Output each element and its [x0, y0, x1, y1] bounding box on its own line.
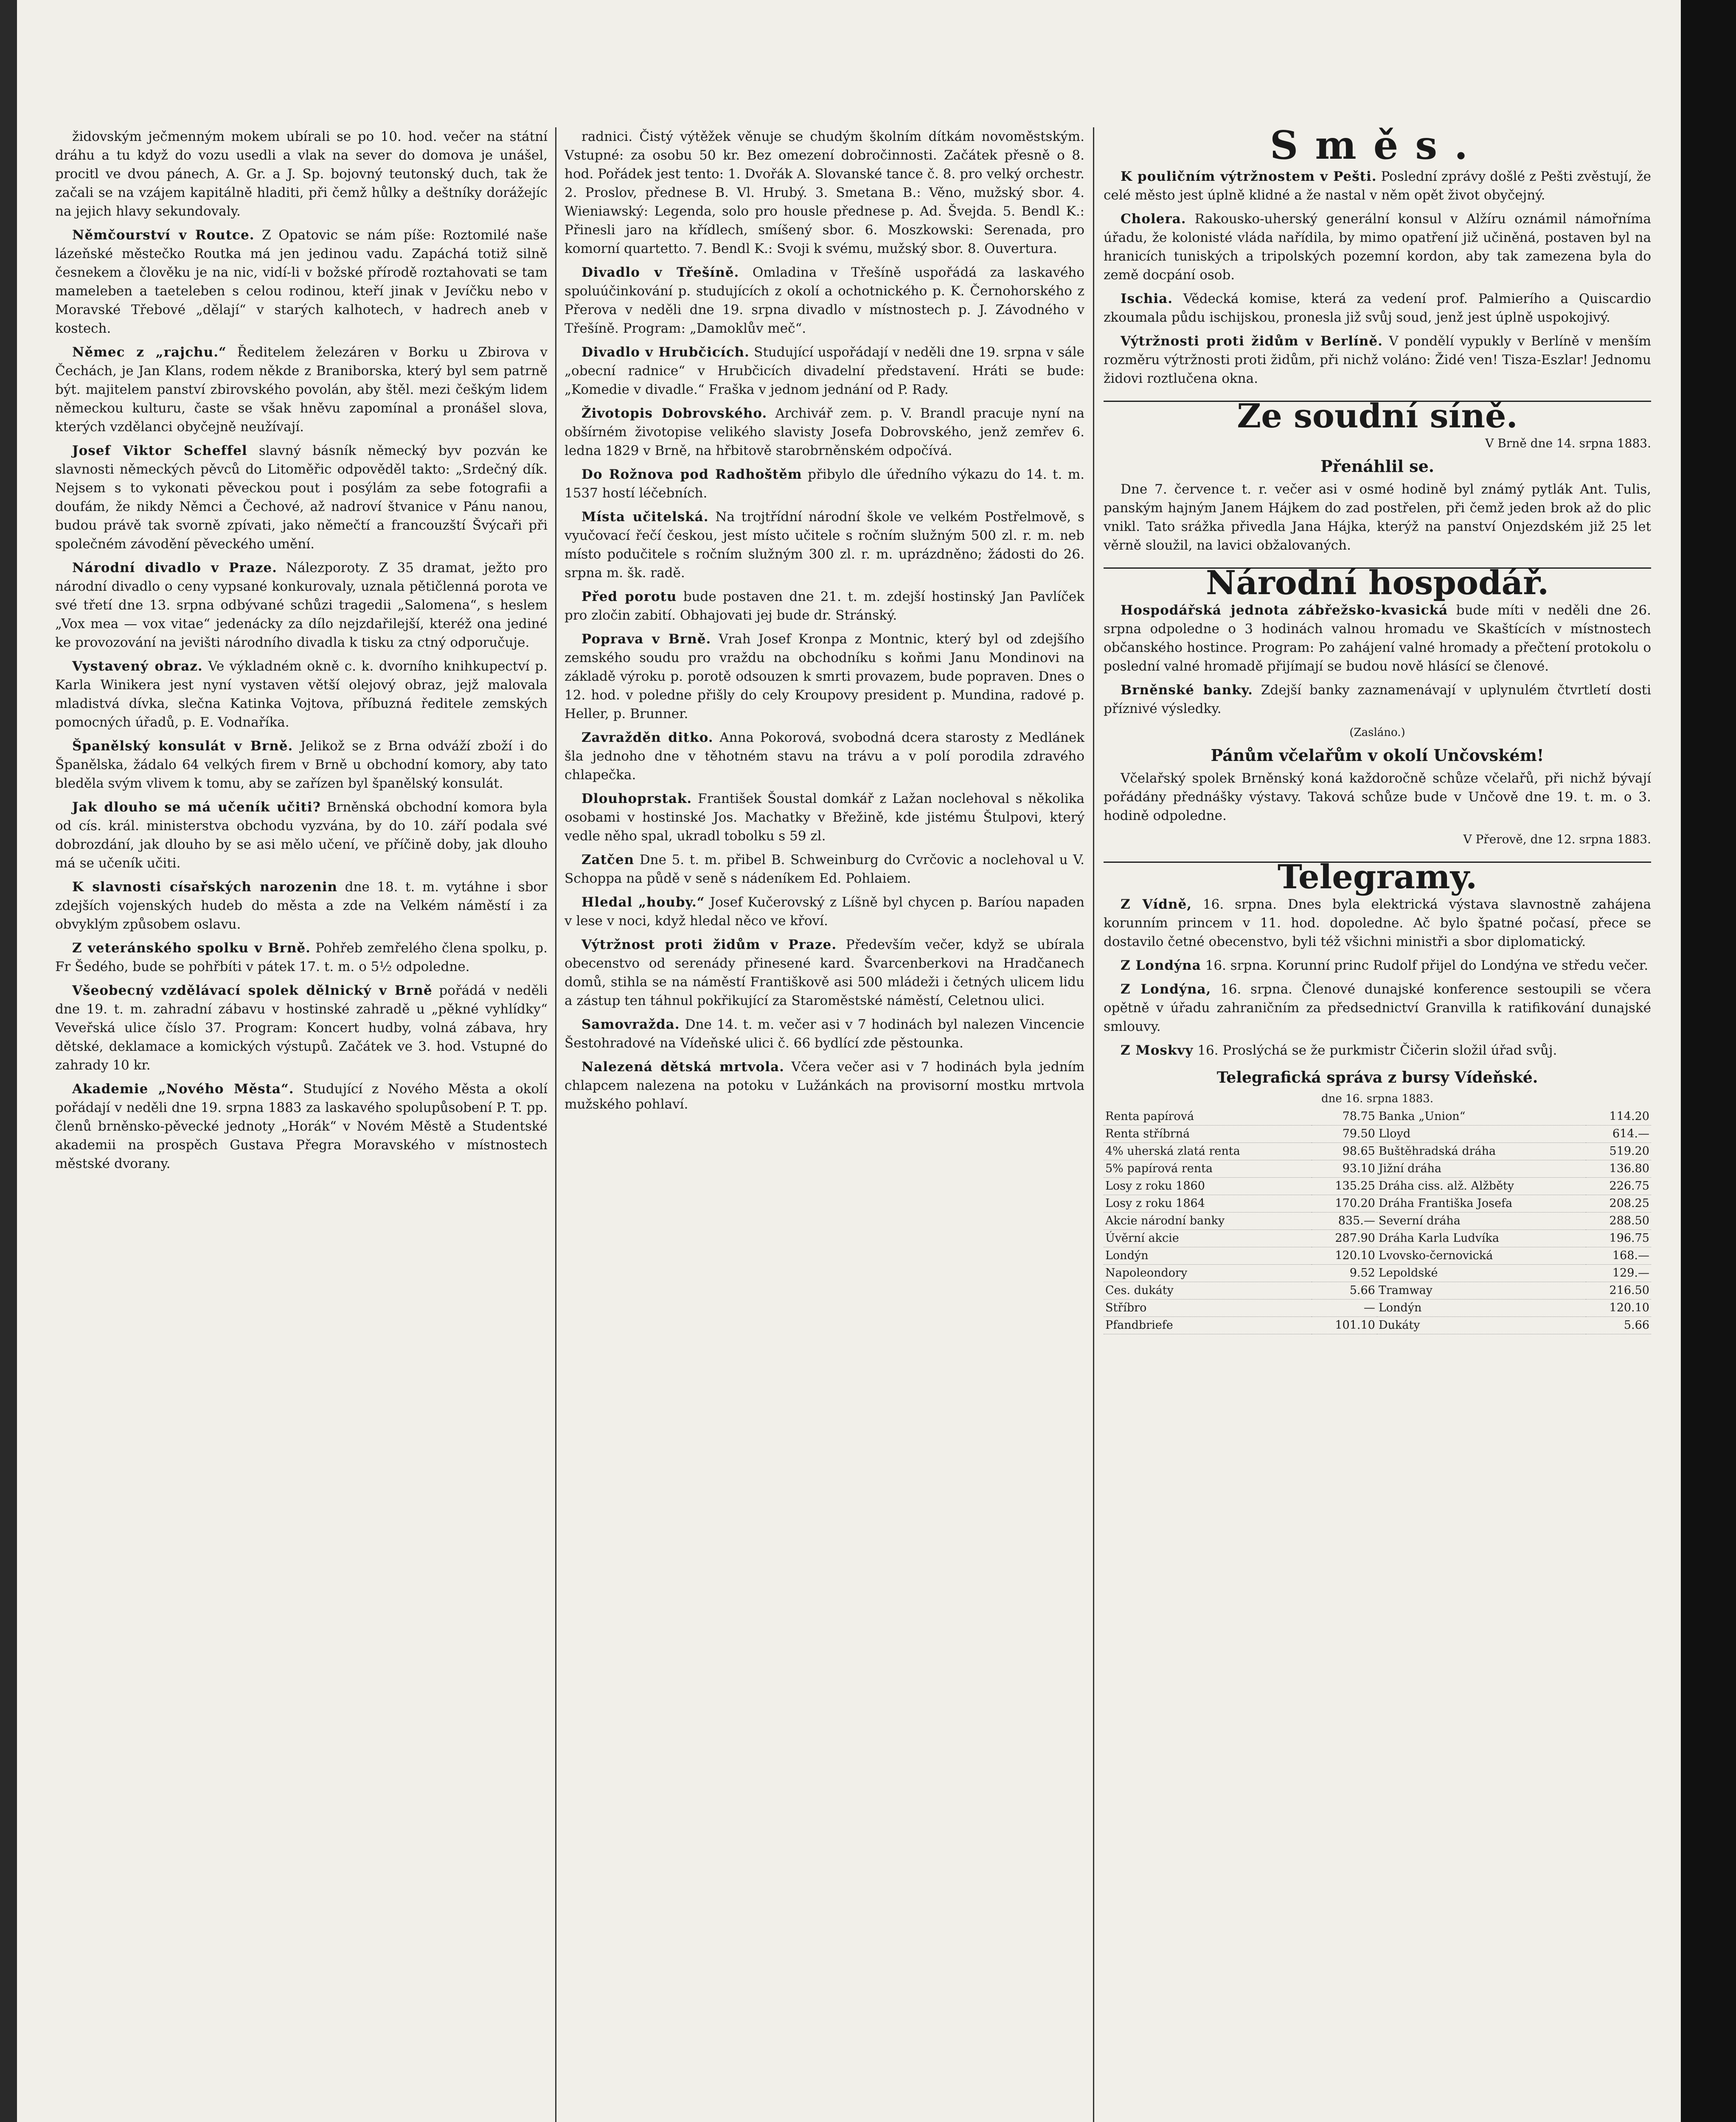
article-text: Včera večer asi v 7 hodinách byla jedním chlapcem nalezena na potoku v Lužánkách na provisorní mostku mrtvola mužského pohlaví. — [565, 1059, 1084, 1112]
article-paragraph — [1104, 210, 1651, 284]
article-heading: Divadlo v Hrubčicích. — [581, 345, 750, 360]
bourse-label: Jižní dráha — [1377, 1160, 1586, 1178]
bourse-row — [1104, 1178, 1651, 1195]
article-text: pořádá v neděli dne 19. t. m. zahradní zábavu v hostinské zahradě u „pěkné vyhlídky“ Veveřská ulice číslo 37. Program: Koncert hudby, volná zábava, hry dětské, deklamace a komických výstupů. Začátek ve 3. hod. Vstupné do zahrady 10 kr. — [55, 983, 548, 1073]
article-text: Zdejší banky zaznamenávají v uplynulém čtvrtletí dosti příznivé výsledky. — [1104, 682, 1651, 716]
article-heading: Němec z „rajchu.“ — [72, 345, 227, 360]
bourse-label: Londýn — [1104, 1247, 1312, 1265]
article-paragraph — [1104, 980, 1651, 1036]
bourse-row — [1104, 1247, 1651, 1265]
bourse-label: Napoleondory — [1104, 1265, 1312, 1282]
article-paragraph — [565, 343, 1084, 399]
article-paragraph — [1104, 681, 1651, 718]
article-heading: Před porotu — [581, 589, 677, 604]
article-paragraph — [55, 226, 548, 338]
bourse-value: 288.50 — [1586, 1213, 1651, 1230]
notice-label: (Zasláno.) — [1349, 726, 1405, 739]
article-text: Poslední zprávy došlé z Pešti zvěstují, že celé město jest úplně klidné a že nastal v něm opět život obyčejný. — [1104, 169, 1651, 203]
article-heading: Dlouhoprstak. — [581, 791, 692, 806]
bourse-row — [1104, 1282, 1651, 1300]
section-title-economy: Národní hospodář. — [1104, 567, 1651, 592]
article-paragraph — [565, 465, 1084, 502]
bourse-row — [1104, 1213, 1651, 1230]
bourse-value: — — [1312, 1300, 1377, 1317]
article-heading: Jak dlouho se má učeník učiti? — [72, 800, 321, 815]
article-text: Na trojtřídní národní škole ve velkém Postřelmově, s vyučovací řečí českou, jest místo učitele s ročním služným 500 zl. r. m. neb místo podučitele s ročním služným 300 zl. r. m. uprázdněno; žádosti do 26. srpna m. šk. radě. — [565, 509, 1085, 581]
article-text: Především večer, když se ubírala obecenstvo od serenády přinesené kard. Švarcenberkovi na Hradčanech domů, stihla se na náměstí Františkově asi 500 mládeži i četných ulicem lidu a zástup ten táhnul pokřikující za Staroměstské náměstí, Celetnou ulici. — [565, 937, 1084, 1008]
notice-sign: V Přerově, dne 12. srpna 1883. — [1463, 832, 1651, 846]
article-paragraph — [1104, 167, 1651, 205]
article-paragraph — [55, 939, 548, 976]
bourse-value: 287.90 — [1312, 1230, 1377, 1247]
bourse-value: 120.10 — [1312, 1247, 1377, 1265]
article-paragraph — [565, 508, 1084, 582]
article-paragraph — [55, 343, 548, 436]
article-heading: Národní divadlo v Praze. — [72, 560, 277, 575]
bourse-table — [1104, 1108, 1651, 1334]
notice-title: Pánům včelařům v okolí Unčovském! — [1211, 746, 1544, 765]
bourse-value: 114.20 — [1586, 1108, 1651, 1126]
notice-text: Včelařský spolek Brněnský koná každoročně schůze včelařů, při nichž bývají pořádány přednášky výstavy. Taková schůze bude v Unčově dne 19. t. m. o 3. hodině odpoledne. — [1104, 771, 1651, 823]
article-heading: Z Londýna — [1121, 958, 1201, 973]
article-paragraph — [55, 1080, 548, 1173]
article-heading: Zatčen — [581, 852, 635, 867]
bourse-value: 5.66 — [1312, 1282, 1377, 1300]
article-heading: Ischia. — [1121, 291, 1173, 306]
article-paragraph — [55, 657, 548, 732]
article-text: Ve výkladném okně c. k. dvorního knihkupectví p. Karla Winikera jest nyní vystaven větší olejový obraz, jejž malovala mladistvá dívka, slečna Katinka Vojtova, příbuzná ředitele zemských pomocných úřadů, p. E. Vodnaříka. — [55, 659, 548, 730]
article-heading: Do Rožnova pod Radhoštěm — [581, 467, 802, 482]
bourse-value: 120.10 — [1586, 1300, 1651, 1317]
article-text: 16. srpna. Členové dunajské konference sestoupili se včera opětně v úřadu zahraničním za předsednictví Granvilla k ratifikování dunajské smlouvy. — [1104, 982, 1652, 1034]
article-text: Vědecká komise, která za vedení prof. Palmierího a Quiscardio zkoumala půdu ischijskou, pronesla již svůj soud, jenž jest úplně uspokojivý. — [1104, 291, 1651, 325]
article-heading: Josef Viktor Scheffel — [72, 443, 247, 458]
article-paragraph — [55, 737, 548, 793]
bourse-value: 101.10 — [1312, 1317, 1377, 1334]
column-2 — [565, 127, 1084, 1119]
article-paragraph — [1104, 895, 1651, 951]
article-paragraph — [55, 441, 548, 553]
bourse-row — [1104, 1195, 1651, 1213]
bourse-value: 79.50 — [1312, 1126, 1377, 1143]
article-text: Dne 14. t. m. večer asi v 7 hodinách byl nalezen Vincencie Šestohradové na Vídeňské ulici č. 66 bydlící zde pěstounka. — [565, 1017, 1084, 1051]
article-paragraph — [565, 404, 1084, 460]
article-heading: Všeobecný vzdělávací spolek dělnický v Brně — [72, 983, 433, 998]
article-text: V pondělí vypukly v Berlíně v menším rozměru výtržnosti proti židům, při nichž voláno: Židé ven! Tisza-Eszlar! Jednomu židovi roztlučena okna. — [1104, 334, 1651, 386]
bourse-value: 93.10 — [1312, 1160, 1377, 1178]
bourse-label: Banka „Union“ — [1377, 1108, 1586, 1126]
article-heading: Hospodářská jednota zábřežsko-kvasická — [1121, 603, 1448, 618]
article-paragraph — [1104, 601, 1651, 676]
article-paragraph — [565, 935, 1084, 1010]
article-heading: K pouličním výtržnostem v Pešti. — [1121, 169, 1377, 184]
bourse-row — [1104, 1126, 1651, 1143]
article-text: 16. Proslýchá se že purkmistr Čičerin složil úřad svůj. — [1197, 1043, 1557, 1058]
article-text: Pohřeb zemřelého člena spolku, p. Fr Šedého, bude se pohřbíti v pátek 17. t. m. o 5½ odpoledne. — [55, 940, 548, 974]
article-text: 16. srpna. Korunní princ Rudolf přijel do Londýna ve středu večer. — [1205, 958, 1649, 973]
bourse-label: Buštěhradská dráha — [1377, 1143, 1586, 1160]
article-paragraph — [55, 798, 548, 873]
article-paragraph — [1104, 956, 1651, 975]
bourse-label: Dráha ciss. alž. Alžběty — [1377, 1178, 1586, 1195]
article-paragraph — [55, 878, 548, 934]
article-heading: Poprava v Brně. — [581, 632, 711, 647]
article-paragraph — [565, 850, 1084, 888]
section-title-smes: Směs. — [1270, 122, 1485, 168]
article-text: Archivář zem. p. V. Brandl pracuje nyní na obšírném životopise velikého slavisty Josefa Dobrovského, jenž zemřev 6. ledna 1829 v Brně, na hřbitově starobrněnském odpočívá. — [565, 406, 1085, 458]
article-paragraph — [565, 728, 1084, 784]
article-paragraph — [55, 559, 548, 652]
bourse-value: 136.80 — [1586, 1160, 1651, 1178]
article-text: Studující uspořádají v neděli dne 19. srpna v sále „obecní radnice“ v Hrubčicích divadelní představení. Hráti se bude: „Komedie v divadle.“ Fraška v jednom jednání od P. Rady. — [565, 345, 1084, 397]
article-heading: Zavražděn ditko. — [581, 730, 714, 745]
article-text: dne 18. t. m. vytáhne i sbor zdejších vojenských hudeb do města a zde na Velkém náměstí i za obvyklým způsobem oslavu. — [55, 879, 548, 932]
bourse-title: Telegrafická správa z bursy Vídeňské. — [1216, 1069, 1538, 1086]
article-text: Brněnská obchodní komora byla od cís. král. ministerstva obchodu vyzvána, by do 10. září podala své dobrozdání, jak dlouho by se asi mělo učení, ve příčině doby, jak dlouho má se učeník učiti. — [55, 800, 548, 871]
column-rule — [1093, 127, 1094, 2122]
bourse-label: Renta papírová — [1104, 1108, 1312, 1126]
article-text: Josef Kučerovský z Líšně byl chycen p. Baríou napaden v lese v noci, když hledal něco ve křoví. — [565, 895, 1084, 929]
column-3 — [1104, 122, 1652, 1334]
bourse-label: Dráha Karla Ludvíka — [1377, 1230, 1586, 1247]
article-paragraph — [55, 127, 548, 221]
bourse-row — [1104, 1265, 1651, 1282]
court-dateline: V Brně dne 14. srpna 1883. — [1485, 436, 1651, 450]
article-text: Anna Pokorová, svobodná dcera starosty z Medlánek šla jednoho dne v těhotném stavu na trávu a v polí porodila zdravého chlapečka. — [565, 730, 1085, 783]
bourse-value: 614.— — [1586, 1126, 1651, 1143]
article-text: Nálezporoty. Z 35 dramat, ježto pro národní divadlo o ceny vypsané konkurovaly, uznala pětičlenná porota ve své třetí dne 13. srpna odbývané schůzi tragedii „Salomena“, s heslem „Vox mea — vox vitae“ jedenácky za dílo nejzdařilejší, kteréž ona jediné ke provozování na jevišti národního divadla k tisku za ctný odporučuje. — [55, 560, 548, 650]
court-subtitle: Přenáhlil se. — [1320, 457, 1434, 476]
bourse-label: Losy z roku 1860 — [1104, 1178, 1312, 1195]
telegram-items — [1104, 895, 1651, 1060]
bourse-label: Losy z roku 1864 — [1104, 1195, 1312, 1213]
article-text: bude míti v neděli dne 26. srpna odpoledne o 3 hodinách valnou hromadu ve Skaštících v místnostech občanského hostince. Program: Po zahájení valné hromady a přečtení protokolu o poslední valné hromadě přijímají se budou nově hlásící se členové. — [1104, 603, 1651, 674]
bourse-value: 216.50 — [1586, 1282, 1651, 1300]
article-heading: Divadlo v Třešíně. — [581, 265, 739, 280]
bourse-label: Úvěrní akcie — [1104, 1230, 1312, 1247]
bourse-label: Lloyd — [1377, 1126, 1586, 1143]
bourse-value: 196.75 — [1586, 1230, 1651, 1247]
article-text: Ředitelem železáren v Borku u Zbirova v Čechách, je Jan Klans, rodem někde z Braniborska, který byl sem patrně být. majitelem panství zbirovského povolán, aby štěl. mezi češkým lidem německou kulturu, časte se však hněvu zapomínal a pronášel slova, kterých vzdělanci obyčejně neužívají. — [55, 345, 548, 435]
article-paragraph — [565, 630, 1084, 723]
article-paragraph — [1104, 332, 1651, 388]
article-paragraph — [565, 1015, 1084, 1053]
bourse-label: Severní dráha — [1377, 1213, 1586, 1230]
article-text: radnici. Čistý výtěžek věnuje se chudým školním dítkám novoměstským. Vstupné: za osobu 50 kr. Bez omezení dobročinnosti. Začátek přesně o 8. hod. Pořádek jest tento: 1. Dvořák A. Slovanské tance č. 8. pro velký orchestr. 2. Proslov, přednese B. Vl. Hrubý. 3. Smetana B.: Věno, mužský sbor. 4. Wieniawský: Legenda, solo pro housle přednese p. Ad. Švejda. 5. Bendl K.: Přinesli jaro na křídlech, smíšený sbor. 6. Moszkowski: Serenada, pro komorní quartetto. 7. Bendl K.: Svoji k svému, mužský sbor. 8. Ouvertura. — [565, 129, 1084, 256]
scan-left-edge — [0, 0, 17, 2122]
article-paragraph — [1104, 1041, 1651, 1060]
bourse-row — [1104, 1317, 1651, 1334]
article-text: Studující z Nového Města a okolí pořádají v neděli dne 19. srpna 1883 za laskavého spolupůsobení P. T. pp. členů brněnsko-pěvecké jednoty „Horák“ v Novém Městě a Studentské akademii na prospěch Gustava Přegra Moravského v místnostech městské dvorany. — [55, 1081, 548, 1171]
article-paragraph — [1104, 289, 1651, 327]
bourse-label: Stříbro — [1104, 1300, 1312, 1317]
bourse-value: 129.— — [1586, 1265, 1651, 1282]
bourse-value: 208.25 — [1586, 1195, 1651, 1213]
bourse-label: Tramway — [1377, 1282, 1586, 1300]
bourse-label: 5% papírová renta — [1104, 1160, 1312, 1178]
bourse-value: 519.20 — [1586, 1143, 1651, 1160]
bourse-label: Dukáty — [1377, 1317, 1586, 1334]
section-title-telegrams: Telegramy. — [1104, 862, 1651, 887]
article-heading: Životopis Dobrovského. — [581, 406, 767, 421]
article-heading: Španělský konsulát v Brně. — [72, 738, 293, 754]
bourse-label: Pfandbriefe — [1104, 1317, 1312, 1334]
bourse-label: 4% uherská zlatá renta — [1104, 1143, 1312, 1160]
bourse-value: 5.66 — [1586, 1317, 1651, 1334]
article-heading: Akademie „Nového Města“. — [72, 1081, 294, 1097]
article-text: bude postaven dne 21. t. m. zdejší hostinský Jan Pavlíček pro zločin zabití. Obhajovati jej bude dr. Stránský. — [565, 589, 1084, 623]
article-heading: K slavnosti císařských narozenin — [72, 879, 338, 895]
column-rule — [555, 127, 556, 2122]
article-heading: Výtržnost proti židům v Praze. — [581, 937, 837, 952]
bourse-date: dne 16. srpna 1883. — [1321, 1092, 1433, 1105]
article-heading: Němčourství v Routce. — [72, 227, 255, 243]
bourse-value: 226.75 — [1586, 1178, 1651, 1195]
bourse-label: Dráha Františka Josefa — [1377, 1195, 1586, 1213]
article-heading: Cholera. — [1121, 211, 1186, 227]
article-heading: Nalezená dětská mrtvola. — [581, 1059, 784, 1075]
article-heading: Hledal „houby.“ — [581, 895, 705, 910]
economy-items — [1104, 601, 1651, 718]
smes-items — [1104, 167, 1651, 388]
article-text: František Šoustal domkář z Lažan noclehoval s několika osobami v hostinské Jos. Machatky v Břežině, kde jistému Štulpovi, který vedle něho spal, ukradl tobolku s 59 zl. — [565, 791, 1084, 844]
bourse-label: Londýn — [1377, 1300, 1586, 1317]
column-1 — [55, 127, 548, 1178]
bourse-row — [1104, 1143, 1651, 1160]
article-heading: Vystavený obraz. — [72, 659, 203, 674]
court-text: Dne 7. července t. r. večer asi v osmé hodině byl známý pytlák Ant. Tulis, panským hajným Janem Hájkem do zad postřelen, při čemž jeden brok až do plic vnikl. Tato srážka přivedla Jana Hájka, kterýž na panství Onjezdském již 25 let věrně sloužil, na lavici obžalovaných. — [1104, 482, 1651, 553]
article-heading: Z Moskvy — [1121, 1043, 1194, 1058]
article-text: Jelikož se z Brna odváží zboží i do Španělska, žádalo 64 velkých firem v Brně u obchodní komory, aby tato bleděla svým vlivem k tomu, aby se zařízen byl španělský konsulát. — [55, 738, 548, 791]
article-heading: Z veteránského spolku v Brně. — [72, 940, 311, 956]
article-paragraph — [565, 893, 1084, 930]
article-text: Z Opatovic se nám píše: Roztomilé naše lázeňské městečko Routka má jen jedinou vadu. Zapáchá totiž silně česnekem a člověku je na nic, vidí-li v božské přírodě roztahovati se tam mameleben a taeteleben s celou rodinou, kteří jinak v Jevíčku nebo v Moravské Třebové „dělají“ v starých kalhotech, v hadrech aneb v kostech. — [55, 227, 548, 336]
article-text: Vrah Josef Kronpa z Montnic, který byl od zdejšího zemského soudu pro vraždu na obchodníku s koňmi Janu Mondinovi na základě výroku p. porotě odsouzen k smrti provazem, bude popraven. Dnes o 12. hod. v poledne přišly do cely Kroupovy president p. Mundina, radové p. Heller, p. Brunner. — [565, 632, 1084, 721]
bourse-value: 78.75 — [1312, 1108, 1377, 1126]
article-text: slavný básník německý byv pozván ke slavnosti německých pěvců do Litoměřic odpověděl takto: „Srdečný dík. Nejsem s to vykonati pěveckou pout i posýlám za sebe fotografii a doufám, že nikdy Němci a Čechové, až nadroví štvanice v Pánu nanou, budou právě tak svorně zpívati, jako němečtí a francouzští Švýcaři při společném závodění pěveckého umění. — [55, 443, 548, 552]
section-title-court: Ze soudní síně. — [1104, 401, 1651, 426]
article-text: Rakousko-uherský generální konsul v Alžíru oznámil námořníma úřadu, že kolonisté vláda nařídila, by mimo opatření již učiněná, postaven byl na hranicích tuniských a tripolských pozemní kordon, aby tak zamezena byla do země docpání osob. — [1104, 211, 1651, 283]
article-text: Omladina v Třešíně uspořádá za laskavého spoluúčinkování p. studujících z okolí a ochotnického p. K. Černohorského z Přerova v neděli dne 19. srpna divadlo v místnostech p. J. Závodného v Třešíně. Program: „Damoklův meč“. — [565, 265, 1084, 336]
bourse-value: 98.65 — [1312, 1143, 1377, 1160]
bourse-label: Renta stříbrná — [1104, 1126, 1312, 1143]
bourse-label: Lepoldské — [1377, 1265, 1586, 1282]
bourse-row — [1104, 1230, 1651, 1247]
scan-right-edge — [1681, 0, 1736, 2122]
bourse-value: 135.25 — [1312, 1178, 1377, 1195]
bourse-row — [1104, 1300, 1651, 1317]
article-text: Dne 5. t. m. přibel B. Schweinburg do Cvrčovic a noclehoval u V. Schoppa na půdě v seně s nádeníkem Ed. Pohlaiem. — [565, 852, 1084, 886]
article-heading: Brněnské banky. — [1121, 682, 1253, 698]
article-paragraph — [565, 263, 1084, 338]
bourse-label: Ces. dukáty — [1104, 1282, 1312, 1300]
article-paragraph — [565, 789, 1084, 845]
article-text: 16. srpna. Dnes byla elektrická výstava slavnostně zahájena korunním princem v 11. hod. dopoledne. Ač bylo špatné počasí, přece se dostavilo četné obecenstvo, byli též všichni ministři a sbor diplomatický. — [1104, 897, 1651, 949]
bourse-label: Lvovsko-černovická — [1377, 1247, 1586, 1265]
article-paragraph — [565, 587, 1084, 625]
article-paragraph — [55, 981, 548, 1075]
bourse-value: 168.— — [1586, 1247, 1651, 1265]
bourse-value: 170.20 — [1312, 1195, 1377, 1213]
article-text: přibylo dle úředního výkazu do 14. t. m. 1537 hostí léčebních. — [565, 467, 1084, 501]
article-heading: Z Londýna, — [1121, 982, 1211, 997]
bourse-value: 9.52 — [1312, 1265, 1377, 1282]
article-heading: Místa učitelská. — [581, 509, 709, 525]
article-text: židovským ječmenným mokem ubírali se po 10. hod. večer na státní dráhu a tu když do vozu usedli a vlak na sever do domova je unášel, procitl ve dvou pánech, A. Gr. a J. Sp. bojovný teutonský duch, tak že začali se na vzájem kapitálně hladiti, při čemž hůlky a deštníky dorážejíc na jejich hlavy sekundovaly. — [55, 129, 548, 219]
bourse-value: 835.— — [1312, 1213, 1377, 1230]
article-heading: Z Vídně, — [1121, 897, 1192, 912]
article-paragraph — [565, 1058, 1084, 1114]
bourse-label: Akcie národní banky — [1104, 1213, 1312, 1230]
article-heading: Samovražda. — [581, 1017, 680, 1032]
article-paragraph — [565, 127, 1084, 258]
article-heading: Výtržnosti proti židům v Berlíně. — [1121, 334, 1383, 349]
bourse-row — [1104, 1108, 1651, 1126]
bourse-row — [1104, 1160, 1651, 1178]
